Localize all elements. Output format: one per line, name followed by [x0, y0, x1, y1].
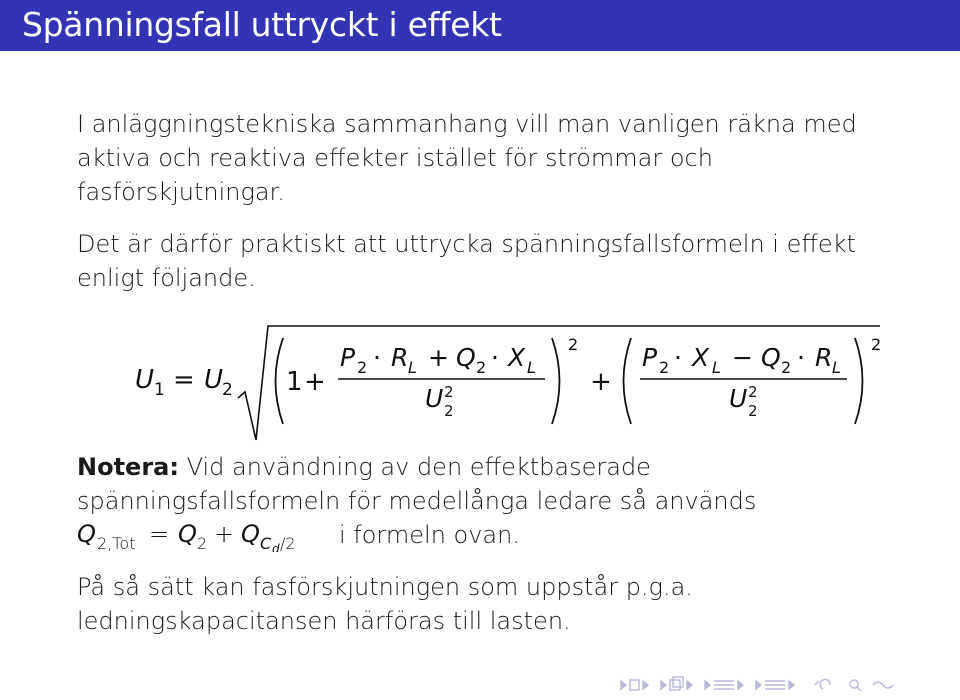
- final-line-1: På så sätt kan fasförskjutningen som uppstår p.g.a.: [77, 573, 693, 601]
- right-paren-2: [855, 338, 863, 424]
- nav-prev-document-icon[interactable]: [756, 681, 761, 689]
- num2-p-sub: 2: [659, 358, 670, 377]
- den1-u: U: [425, 384, 444, 413]
- square-1: 2: [568, 335, 579, 354]
- inline-q-c: Q: [241, 520, 260, 548]
- num1-dot-1: ·: [373, 343, 381, 372]
- num1-p: P: [340, 343, 356, 372]
- nav-prev-subsection-icon[interactable]: [661, 681, 666, 689]
- den1-u-sub: 2: [444, 402, 454, 420]
- intro-line-2: aktiva och reaktiva effekter istället för strömmar och: [77, 144, 713, 172]
- num1-x: X: [508, 343, 526, 372]
- final-line-2: ledningskapacitansen härföras till lasten.: [77, 607, 571, 635]
- nav-search-icon[interactable]: [850, 680, 861, 691]
- note-label: Notera:: [77, 453, 179, 481]
- num2-dot-1: ·: [674, 343, 682, 372]
- den2-u-sup: 2: [748, 383, 758, 401]
- left-paren-2: [624, 338, 632, 424]
- nav-next-section-icon[interactable]: [738, 681, 743, 689]
- num1-p-sub: 2: [357, 358, 368, 377]
- num1-plus: +: [428, 343, 449, 372]
- nav-next-frame-icon[interactable]: [643, 681, 648, 689]
- note-paragraph: [77, 450, 927, 552]
- formula-plus-2: +: [590, 367, 612, 397]
- den2-u-sub: 2: [748, 402, 758, 420]
- nav-frame-icon[interactable]: [630, 680, 639, 690]
- navigation-bar: [618, 676, 954, 694]
- second-line-2: enligt följande.: [77, 264, 256, 292]
- nav-undo-icon[interactable]: [815, 679, 830, 689]
- num2-dot-2: ·: [797, 343, 805, 372]
- nav-prev-section-icon[interactable]: [705, 681, 710, 689]
- inline-equals: =: [149, 520, 170, 548]
- note-line-1: Vid användning av den effektbaserade: [186, 453, 651, 481]
- den2-u: U: [729, 384, 748, 413]
- note-line-3-suffix: i formeln ovan.: [339, 521, 520, 549]
- num1-q-sub: 2: [476, 358, 487, 377]
- formula-one: 1: [286, 367, 303, 397]
- inline-q-tot-sub: 2,Tot: [97, 534, 136, 552]
- num1-dot-2: ·: [491, 343, 499, 372]
- den1-u-sup: 2: [444, 383, 454, 401]
- num2-r: R: [815, 343, 833, 372]
- final-paragraph: [77, 570, 927, 638]
- formula-u2: U: [204, 365, 224, 395]
- intro-line-1: I anläggningstekniska sammanhang vill man vanligen räkna med: [77, 110, 857, 138]
- inline-c: C: [260, 534, 272, 552]
- intro-line-3: fasförskjutningar.: [77, 178, 285, 206]
- nav-document-icon[interactable]: [765, 681, 785, 689]
- left-paren-1: [276, 338, 284, 424]
- inline-half: /2: [280, 534, 296, 552]
- nav-next-document-icon[interactable]: [789, 681, 794, 689]
- nav-subsection-icon[interactable]: [670, 677, 683, 690]
- nav-redo-icon[interactable]: [873, 682, 893, 688]
- num2-q: Q: [761, 343, 781, 372]
- formula-u2-sub: 2: [222, 380, 233, 400]
- note-inline-formula: [77, 518, 339, 552]
- num1-q: Q: [456, 343, 476, 372]
- right-paren-1: [552, 338, 560, 424]
- num2-minus: −: [732, 343, 753, 372]
- num1-r-sub: L: [408, 358, 417, 377]
- nav-section-icon[interactable]: [714, 681, 734, 689]
- formula-u1: U: [135, 365, 155, 395]
- num2-p: P: [642, 343, 658, 372]
- inline-q2: Q: [178, 520, 197, 548]
- formula-equals: =: [173, 365, 195, 395]
- num2-x-sub: L: [712, 358, 721, 377]
- num2-r-sub: L: [832, 358, 841, 377]
- inline-q2-sub: 2: [197, 534, 208, 552]
- nav-next-subsection-icon[interactable]: [687, 681, 692, 689]
- second-line-1: Det är därför praktiskt att uttrycka spänningsfallsformeln i effekt: [77, 230, 856, 258]
- inline-plus: +: [214, 520, 235, 548]
- nav-prev-frame-icon[interactable]: [621, 681, 626, 689]
- note-line-2: spänningsfallsformeln för medellånga ledare så används: [77, 487, 757, 515]
- num2-q-sub: 2: [781, 358, 792, 377]
- formula-plus-1: +: [304, 367, 326, 397]
- note-line-3: [77, 518, 927, 552]
- square-2: 2: [871, 335, 882, 354]
- formula-u1-sub: 1: [154, 380, 165, 400]
- num1-r: R: [391, 343, 409, 372]
- inline-q-tot: Q: [77, 520, 96, 548]
- slide-title: Spänningsfall uttryckt i effekt: [22, 5, 502, 44]
- inline-d: d: [272, 542, 280, 552]
- num2-x: X: [692, 343, 710, 372]
- num1-x-sub: L: [527, 358, 536, 377]
